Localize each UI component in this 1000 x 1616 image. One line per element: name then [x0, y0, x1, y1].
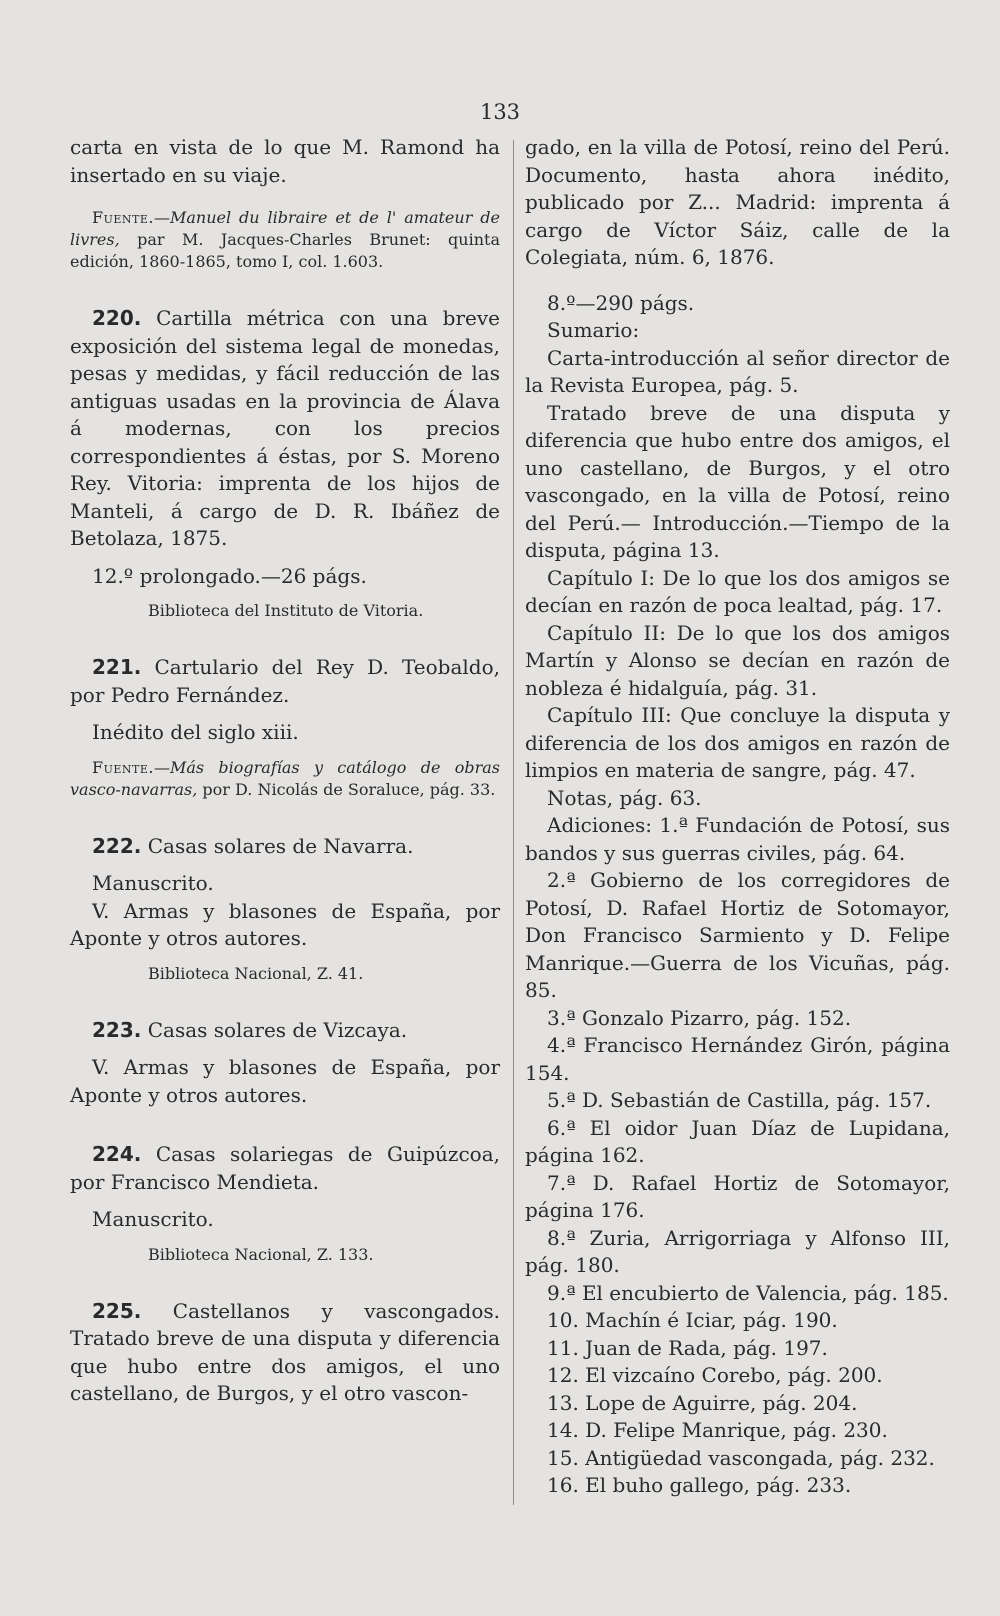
entry-format: 8.º—290 págs.: [547, 290, 695, 315]
sumario-item: 3.ª Gonzalo Pizarro, pág. 152.: [547, 1005, 852, 1030]
sumario-item: 6.ª El oidor Juan Díaz de Lupidana, página 162.: [525, 1115, 950, 1167]
left-column: [70, 134, 500, 1408]
entry-225: 225. Castellanos y vascongados. Tratado breve de una disputa y diferencia que hubo entre dos amigos, el uno castellano, de Burgos, y el otro vascon-: [70, 1298, 500, 1405]
entry-see-also: V. Armas y blasones de España, por Aponte y otros autores.: [70, 898, 500, 950]
entry-number: 225.: [92, 1298, 142, 1323]
entry-see-also: V. Armas y blasones de España, por Aponte y otros autores.: [70, 1055, 500, 1107]
sumario-list: [525, 345, 950, 1500]
sumario-item: 12. El vizcaíno Corebo, pág. 200.: [547, 1363, 883, 1387]
source-note: Fuente.—Manuel du libraire et de l' amateur de livres, par M. Jacques-Charles Brunet: quinta edición, 1860-1865, tomo I, col. 1.603.: [70, 208, 500, 271]
entry-library: Biblioteca del Instituto de Vitoria.: [148, 601, 424, 620]
sumario-item: 10. Machín é Iciar, pág. 190.: [547, 1308, 838, 1332]
page-number: 133: [479, 100, 521, 124]
entry-221: 221. Cartulario del Rey D. Teobaldo, por Pedro Fernández.: [70, 655, 500, 707]
entry-number: 221.: [92, 655, 142, 679]
sumario-item: 9.ª El encubierto de Valencia, pág. 185.: [547, 1280, 949, 1305]
entry-number: 222.: [92, 833, 142, 858]
entry-note: Inédito del siglo xiii.: [92, 720, 299, 744]
sumario-item: Tratado breve de una disputa y diferencia que hubo entre dos amigos, el uno castellano, de Burgos, y el otro vascongado, en la villa de Potosí, reino del Perú.— Introducción.—Tiempo de la disputa, página 13.: [525, 400, 950, 562]
sumario-item: 16. El buho gallego, pág. 233.: [547, 1473, 852, 1497]
entry-number: 220.: [92, 306, 142, 330]
continued-text: gado, en la villa de Potosí, reino del Perú. Documento, hasta ahora inédito, publicado por Z... Madrid: imprenta á cargo de Víctor Sáiz, calle de la Colegiata, núm. 6, 1876.: [525, 135, 950, 269]
entry-format: 12.º prolongado.—26 págs.: [92, 563, 367, 588]
sumario-item: Capítulo I: De lo que los dos amigos se decían en razón de poca lealtad, pág. 17.: [525, 565, 950, 617]
sumario-item: 2.ª Gobierno de los corregidores de Potosí, D. Rafael Hortiz de Sotomayor, Don Francisco Sarmiento y D. Felipe Manrique.—Guerra de los Vicuñas, pág. 85.: [525, 868, 950, 1002]
entry-note: Manuscrito.: [92, 1207, 214, 1231]
sumario-item: Capítulo III: Que concluye la disputa y diferencia de los dos amigos en razón de limpios en materia de sangre, pág. 47.: [525, 703, 950, 782]
entry-number: 223.: [92, 1017, 142, 1042]
sumario-item: 8.ª Zuria, Arrigorriaga y Alfonso III, pág. 180.: [525, 1225, 950, 1277]
column-divider: [513, 140, 514, 1505]
right-column: [525, 134, 950, 1500]
sumario-item: Adiciones: 1.ª Fundación de Potosí, sus bandos y sus guerras civiles, pág. 64.: [525, 813, 950, 865]
entry-223: 223. Casas solares de Vizcaya.: [92, 1017, 408, 1042]
sumario-item: 5.ª D. Sebastián de Castilla, pág. 157.: [547, 1088, 932, 1112]
entry-number: 224.: [92, 1142, 142, 1166]
source-note: Fuente.—Más biografías y catálogo de obras vasco-navarras, por D. Nicolás de Soraluce, pág. 33.: [70, 757, 500, 799]
sumario-item: Notas, pág. 63.: [547, 785, 702, 810]
entry-224: 224. Casas solariegas de Guipúzcoa, por Francisco Mendieta.: [70, 1142, 500, 1194]
continued-text: carta en vista de lo que M. Ramond ha insertado en su viaje.: [70, 135, 500, 187]
sumario-item: 15. Antigüedad vascongada, pág. 232.: [547, 1445, 935, 1470]
entry-222: 222. Casas solares de Navarra.: [92, 833, 414, 858]
entry-library: Biblioteca Nacional, Z. 41.: [148, 963, 364, 983]
sumario-item: 4.ª Francisco Hernández Girón, página 154.: [525, 1033, 950, 1085]
entry-library: Biblioteca Nacional, Z. 133.: [148, 1244, 374, 1264]
sumario-item: Capítulo II: De lo que los dos amigos Martín y Alonso se decían en razón de nobleza é hidalguía, pág. 31.: [525, 620, 950, 700]
sumario-item: 14. D. Felipe Manrique, pág. 230.: [547, 1418, 888, 1442]
entry-note: Manuscrito.: [92, 871, 214, 895]
sumario-label: Sumario:: [547, 318, 640, 342]
sumario-item: 7.ª D. Rafael Hortiz de Sotomayor, página 176.: [525, 1170, 950, 1222]
sumario-item: Carta-introducción al señor director de la Revista Europea, pág. 5.: [525, 345, 950, 397]
sumario-item: 11. Juan de Rada, pág. 197.: [547, 1335, 828, 1360]
entry-220: 220. Cartilla métrica con una breve exposición del sistema legal de monedas, pesas y medidas, y fácil reducción de las antiguas usadas en la provincia de Álava á modernas, con los precios correspondientes á éstas, por S. Moreno Rey. Vitoria: imprenta de los hijos de Manteli, á cargo de D. R. Ibáñez de Betolaza, 1875.: [70, 306, 500, 550]
sumario-item: 13. Lope de Aguirre, pág. 204.: [547, 1390, 858, 1415]
